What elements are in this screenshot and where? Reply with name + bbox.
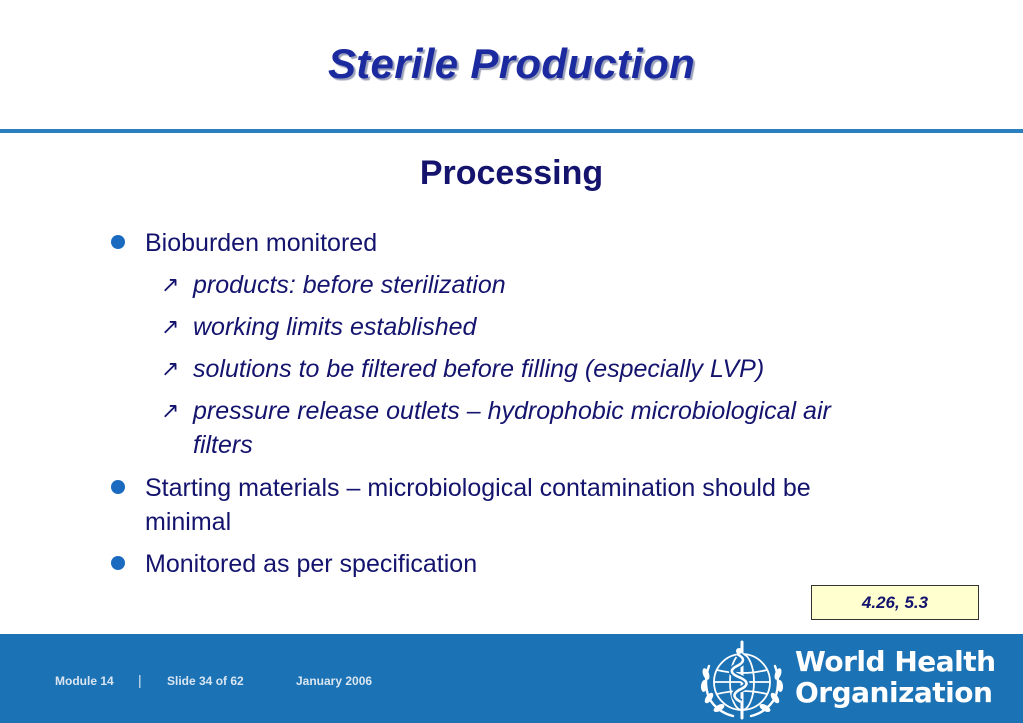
bullet-text: Bioburden monitored bbox=[145, 229, 378, 257]
arrow-up-right-icon: ↗ bbox=[161, 314, 180, 339]
footer-separator: | bbox=[138, 672, 142, 688]
org-name-line1: World Health bbox=[795, 645, 996, 678]
sub-bullet-item bbox=[161, 352, 765, 386]
sub-bullet-item bbox=[161, 268, 506, 302]
footer-module: Module 14 bbox=[55, 674, 114, 688]
sub-bullet-text-line1: pressure release outlets – hydrophobic microbiological air bbox=[193, 397, 831, 425]
bullet-item bbox=[145, 471, 811, 539]
bullet-text-line1: Starting materials – microbiological contamination should be bbox=[145, 474, 811, 502]
bullet-text-line2: minimal bbox=[145, 508, 232, 536]
bullet-dot-icon bbox=[111, 480, 125, 494]
bullet-item bbox=[145, 226, 377, 260]
bullet-item bbox=[145, 547, 477, 581]
slide-subtitle: Processing bbox=[419, 154, 604, 192]
sub-bullet-text: working limits established bbox=[193, 313, 477, 341]
sub-bullet-text: products: before sterilization bbox=[193, 271, 506, 299]
footer-slide-number: Slide 34 of 62 bbox=[167, 674, 244, 688]
org-name-line2: Organization bbox=[795, 676, 993, 709]
bullet-dot-icon bbox=[111, 556, 125, 570]
arrow-up-right-icon: ↗ bbox=[161, 398, 180, 423]
arrow-up-right-icon: ↗ bbox=[161, 272, 180, 297]
sub-bullet-text-line2: filters bbox=[193, 431, 253, 459]
who-emblem-icon bbox=[695, 636, 789, 722]
arrow-up-right-icon: ↗ bbox=[161, 356, 180, 381]
sub-bullet-text: solutions to be filtered before filling (especially LVP) bbox=[193, 355, 765, 383]
sub-bullet-item bbox=[161, 310, 477, 344]
reference-box: 4.26, 5.3 bbox=[811, 585, 979, 620]
slide-title: Sterile Production bbox=[327, 40, 696, 87]
bullet-text: Monitored as per specification bbox=[145, 550, 478, 578]
footer-date: January 2006 bbox=[296, 674, 373, 688]
bullet-dot-icon bbox=[111, 235, 125, 249]
sub-bullet-item bbox=[161, 394, 831, 462]
